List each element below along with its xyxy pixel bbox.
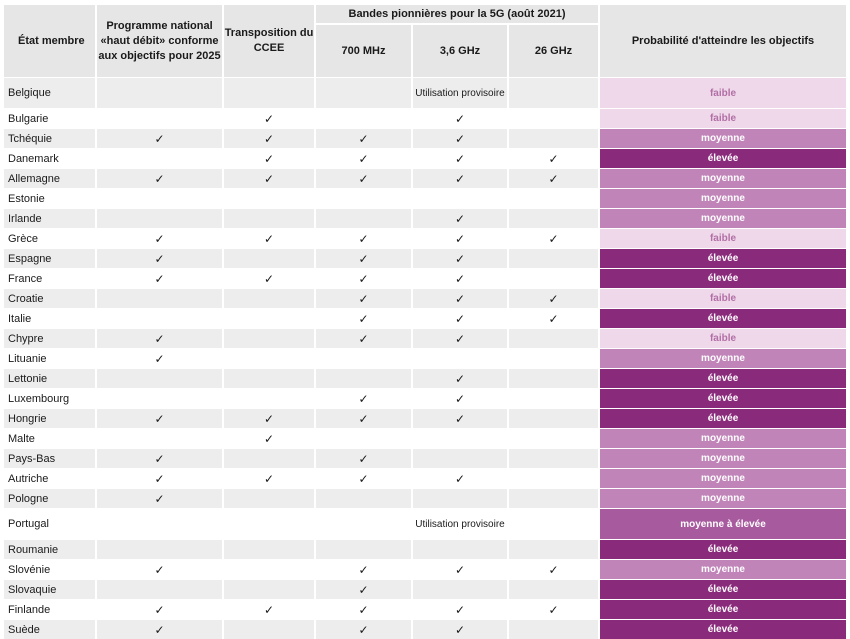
programme-cell — [96, 189, 223, 209]
check-icon: ✓ — [154, 452, 164, 466]
programme-cell — [96, 449, 223, 469]
probability-badge: moyenne — [599, 129, 847, 149]
state-name: Estonie — [4, 189, 96, 209]
table-row — [4, 78, 847, 109]
check-icon: ✓ — [154, 252, 164, 266]
check-icon: ✓ — [154, 232, 164, 246]
probability-badge: moyenne — [599, 429, 847, 449]
band-700-cell — [315, 560, 412, 580]
check-icon: ✓ — [455, 172, 465, 186]
state-name: Croatie — [4, 289, 96, 309]
state-name: Lituanie — [4, 349, 96, 369]
band-26-cell — [508, 389, 599, 409]
state-name: Allemagne — [4, 169, 96, 189]
header-band-3-6: 3,6 GHz — [412, 24, 508, 78]
state-name: Hongrie — [4, 409, 96, 429]
band-26-cell — [508, 209, 599, 229]
table-row — [4, 620, 847, 639]
band-700-cell — [315, 209, 412, 229]
check-icon: ✓ — [154, 472, 164, 486]
programme-cell — [96, 309, 223, 329]
state-name: Malte — [4, 429, 96, 449]
band-26-cell — [508, 560, 599, 580]
state-name: Espagne — [4, 249, 96, 269]
check-icon: ✓ — [358, 603, 368, 617]
ccee-cell — [223, 369, 315, 389]
band-3-6-cell — [412, 229, 508, 249]
check-icon: ✓ — [264, 603, 274, 617]
check-icon: ✓ — [264, 112, 274, 126]
check-icon: ✓ — [455, 603, 465, 617]
ccee-cell — [223, 249, 315, 269]
band-700-cell — [315, 489, 412, 509]
check-icon: ✓ — [264, 412, 274, 426]
band-700-cell — [315, 620, 412, 639]
table-row — [4, 229, 847, 249]
programme-cell — [96, 109, 223, 129]
check-icon: ✓ — [154, 412, 164, 426]
check-icon: ✓ — [455, 272, 465, 286]
probability-badge: moyenne — [599, 349, 847, 369]
programme-cell — [96, 600, 223, 620]
probability-badge: élevée — [599, 600, 847, 620]
band-3-6-cell — [412, 309, 508, 329]
programme-cell — [96, 620, 223, 639]
check-icon: ✓ — [548, 603, 558, 617]
ccee-cell — [223, 229, 315, 249]
header-band-700: 700 MHz — [315, 24, 412, 78]
band-3-6-cell — [412, 129, 508, 149]
table-row — [4, 309, 847, 329]
ccee-cell — [223, 169, 315, 189]
programme-cell — [96, 580, 223, 600]
check-icon: ✓ — [455, 372, 465, 386]
check-icon: ✓ — [358, 172, 368, 186]
state-name: Luxembourg — [4, 389, 96, 409]
band-700-cell — [315, 509, 412, 540]
band-700-cell — [315, 389, 412, 409]
check-icon: ✓ — [455, 623, 465, 637]
programme-cell — [96, 349, 223, 369]
check-icon: ✓ — [455, 312, 465, 326]
ccee-cell — [223, 489, 315, 509]
band-700-cell — [315, 540, 412, 560]
state-name: Bulgarie — [4, 109, 96, 129]
probability-badge: élevée — [599, 540, 847, 560]
band-700-cell — [315, 229, 412, 249]
table-row — [4, 540, 847, 560]
header-bands-group: Bandes pionnières pour la 5G (août 2021) — [315, 5, 599, 24]
check-icon: ✓ — [264, 132, 274, 146]
state-name: Grèce — [4, 229, 96, 249]
band-700-cell — [315, 449, 412, 469]
programme-cell — [96, 429, 223, 449]
probability-badge: faible — [599, 109, 847, 129]
check-icon: ✓ — [154, 492, 164, 506]
band-3-6-cell — [412, 469, 508, 489]
probability-badge: moyenne — [599, 469, 847, 489]
band-700-cell — [315, 469, 412, 489]
band-26-cell — [508, 129, 599, 149]
ccee-cell — [223, 329, 315, 349]
state-name: Finlande — [4, 600, 96, 620]
band-700-cell — [315, 369, 412, 389]
table-row — [4, 149, 847, 169]
ccee-cell — [223, 509, 315, 540]
band-3-6-cell — [412, 109, 508, 129]
check-icon: ✓ — [548, 152, 558, 166]
programme-cell — [96, 540, 223, 560]
programme-cell — [96, 249, 223, 269]
programme-cell — [96, 229, 223, 249]
table-row — [4, 489, 847, 509]
probability-badge: moyenne — [599, 560, 847, 580]
table-row — [4, 249, 847, 269]
band-26-cell — [508, 449, 599, 469]
probability-badge: moyenne — [599, 209, 847, 229]
probability-badge: élevée — [599, 409, 847, 429]
state-name: Portugal — [4, 509, 96, 540]
programme-cell — [96, 209, 223, 229]
check-icon: ✓ — [358, 623, 368, 637]
check-icon: ✓ — [548, 172, 558, 186]
programme-cell — [96, 489, 223, 509]
check-icon: ✓ — [154, 623, 164, 637]
band-3-6-cell — [412, 580, 508, 600]
probability-badge: moyenne — [599, 449, 847, 469]
table-row — [4, 129, 847, 149]
table-row — [4, 389, 847, 409]
band-3-6-cell — [412, 78, 508, 109]
band-3-6-cell — [412, 369, 508, 389]
check-icon: ✓ — [264, 472, 274, 486]
table-row — [4, 580, 847, 600]
table-row — [4, 109, 847, 129]
programme-cell — [96, 409, 223, 429]
band-3-6-cell — [412, 489, 508, 509]
state-name: France — [4, 269, 96, 289]
probability-badge: élevée — [599, 389, 847, 409]
probability-badge: moyenne — [599, 169, 847, 189]
programme-cell — [96, 78, 223, 109]
band-700-cell — [315, 329, 412, 349]
check-icon: ✓ — [358, 292, 368, 306]
provisional-label: Utilisation provisoire — [415, 88, 504, 99]
table-row — [4, 329, 847, 349]
probability-badge: élevée — [599, 269, 847, 289]
band-700-cell — [315, 309, 412, 329]
band-700-cell — [315, 269, 412, 289]
check-icon: ✓ — [358, 312, 368, 326]
check-icon: ✓ — [455, 232, 465, 246]
band-3-6-cell — [412, 620, 508, 639]
band-3-6-cell — [412, 269, 508, 289]
state-name: Belgique — [4, 78, 96, 109]
probability-badge: moyenne — [599, 489, 847, 509]
check-icon: ✓ — [358, 472, 368, 486]
check-icon: ✓ — [358, 152, 368, 166]
table-row — [4, 509, 847, 540]
band-26-cell — [508, 189, 599, 209]
band-26-cell — [508, 169, 599, 189]
check-icon: ✓ — [358, 232, 368, 246]
probability-badge: faible — [599, 329, 847, 349]
programme-cell — [96, 509, 223, 540]
band-3-6-cell — [412, 560, 508, 580]
state-name: Suède — [4, 620, 96, 639]
state-name: Slovaquie — [4, 580, 96, 600]
check-icon: ✓ — [154, 332, 164, 346]
band-3-6-cell — [412, 389, 508, 409]
check-icon: ✓ — [358, 412, 368, 426]
check-icon: ✓ — [455, 132, 465, 146]
check-icon: ✓ — [455, 212, 465, 226]
header-probability: Probabilité d'atteindre les objectifs — [599, 5, 847, 78]
band-26-cell — [508, 409, 599, 429]
table-row — [4, 469, 847, 489]
band-3-6-cell — [412, 409, 508, 429]
ccee-cell — [223, 580, 315, 600]
band-700-cell — [315, 78, 412, 109]
band-3-6-cell — [412, 540, 508, 560]
programme-cell — [96, 469, 223, 489]
band-3-6-cell — [412, 169, 508, 189]
band-3-6-cell — [412, 149, 508, 169]
table-row — [4, 449, 847, 469]
check-icon: ✓ — [358, 252, 368, 266]
check-icon: ✓ — [548, 563, 558, 577]
check-icon: ✓ — [358, 452, 368, 466]
ccee-cell — [223, 269, 315, 289]
check-icon: ✓ — [455, 332, 465, 346]
ccee-cell — [223, 560, 315, 580]
programme-cell — [96, 329, 223, 349]
check-icon: ✓ — [548, 292, 558, 306]
state-name: Roumanie — [4, 540, 96, 560]
probability-badge: faible — [599, 289, 847, 309]
band-700-cell — [315, 109, 412, 129]
table-row — [4, 560, 847, 580]
band-700-cell — [315, 129, 412, 149]
state-name: Pologne — [4, 489, 96, 509]
table-row — [4, 600, 847, 620]
check-icon: ✓ — [358, 583, 368, 597]
band-26-cell — [508, 149, 599, 169]
band-26-cell — [508, 620, 599, 639]
ccee-cell — [223, 429, 315, 449]
programme-cell — [96, 129, 223, 149]
band-3-6-cell — [412, 289, 508, 309]
check-icon: ✓ — [358, 332, 368, 346]
check-icon: ✓ — [455, 412, 465, 426]
check-icon: ✓ — [455, 112, 465, 126]
band-700-cell — [315, 600, 412, 620]
state-name: Lettonie — [4, 369, 96, 389]
band-26-cell — [508, 429, 599, 449]
ccee-cell — [223, 78, 315, 109]
band-26-cell — [508, 329, 599, 349]
programme-cell — [96, 169, 223, 189]
table-row — [4, 429, 847, 449]
band-26-cell — [508, 580, 599, 600]
table-row — [4, 409, 847, 429]
check-icon: ✓ — [154, 352, 164, 366]
check-icon: ✓ — [264, 172, 274, 186]
check-icon: ✓ — [154, 132, 164, 146]
programme-cell — [96, 149, 223, 169]
check-icon: ✓ — [154, 563, 164, 577]
probability-badge: élevée — [599, 249, 847, 269]
check-icon: ✓ — [264, 232, 274, 246]
ccee-cell — [223, 109, 315, 129]
state-name: Irlande — [4, 209, 96, 229]
probability-badge: faible — [599, 78, 847, 109]
ccee-cell — [223, 600, 315, 620]
check-icon: ✓ — [154, 603, 164, 617]
ccee-cell — [223, 189, 315, 209]
table-row — [4, 269, 847, 289]
band-26-cell — [508, 289, 599, 309]
ccee-cell — [223, 469, 315, 489]
band-26-cell — [508, 540, 599, 560]
probability-badge: élevée — [599, 149, 847, 169]
check-icon: ✓ — [358, 272, 368, 286]
check-icon: ✓ — [358, 392, 368, 406]
check-icon: ✓ — [264, 272, 274, 286]
probability-badge: élevée — [599, 580, 847, 600]
band-3-6-cell — [412, 429, 508, 449]
band-700-cell — [315, 169, 412, 189]
table-row — [4, 369, 847, 389]
ccee-cell — [223, 449, 315, 469]
band-26-cell — [508, 269, 599, 289]
check-icon: ✓ — [154, 172, 164, 186]
check-icon: ✓ — [455, 152, 465, 166]
band-700-cell — [315, 349, 412, 369]
state-name: Italie — [4, 309, 96, 329]
band-3-6-cell — [412, 349, 508, 369]
band-26-cell — [508, 509, 599, 540]
programme-cell — [96, 560, 223, 580]
band-700-cell — [315, 149, 412, 169]
programme-cell — [96, 369, 223, 389]
ccee-cell — [223, 209, 315, 229]
check-icon: ✓ — [154, 272, 164, 286]
provisional-label: Utilisation provisoire — [415, 519, 504, 530]
state-name: Pays-Bas — [4, 449, 96, 469]
programme-cell — [96, 389, 223, 409]
programme-cell — [96, 289, 223, 309]
band-700-cell — [315, 249, 412, 269]
programme-cell — [96, 269, 223, 289]
state-name: Slovénie — [4, 560, 96, 580]
band-26-cell — [508, 489, 599, 509]
state-name: Autriche — [4, 469, 96, 489]
band-700-cell — [315, 409, 412, 429]
state-name: Danemark — [4, 149, 96, 169]
band-3-6-cell — [412, 509, 508, 540]
check-icon: ✓ — [358, 132, 368, 146]
table-row — [4, 189, 847, 209]
band-3-6-cell — [412, 189, 508, 209]
band-700-cell — [315, 580, 412, 600]
check-icon: ✓ — [455, 292, 465, 306]
table-row — [4, 209, 847, 229]
check-icon: ✓ — [264, 152, 274, 166]
band-3-6-cell — [412, 209, 508, 229]
ccee-cell — [223, 129, 315, 149]
header-ccee: Transposition du CCEE — [223, 5, 315, 78]
band-3-6-cell — [412, 249, 508, 269]
band-26-cell — [508, 600, 599, 620]
probability-badge: faible — [599, 229, 847, 249]
check-icon: ✓ — [548, 312, 558, 326]
band-3-6-cell — [412, 600, 508, 620]
check-icon: ✓ — [455, 392, 465, 406]
ccee-cell — [223, 409, 315, 429]
probability-badge: moyenne à élevée — [599, 509, 847, 540]
table-row — [4, 349, 847, 369]
header-programme: Programme national «haut débit» conforme aux objectifs pour 2025 — [96, 5, 223, 78]
ccee-cell — [223, 349, 315, 369]
band-26-cell — [508, 229, 599, 249]
band-26-cell — [508, 249, 599, 269]
band-26-cell — [508, 309, 599, 329]
band-3-6-cell — [412, 329, 508, 349]
ccee-cell — [223, 309, 315, 329]
probability-badge: élevée — [599, 620, 847, 639]
ccee-cell — [223, 620, 315, 639]
ccee-cell — [223, 389, 315, 409]
ccee-cell — [223, 149, 315, 169]
band-26-cell — [508, 369, 599, 389]
ccee-cell — [223, 540, 315, 560]
check-icon: ✓ — [548, 232, 558, 246]
table-row — [4, 169, 847, 189]
band-700-cell — [315, 429, 412, 449]
member-state-table — [4, 5, 848, 639]
band-26-cell — [508, 109, 599, 129]
band-700-cell — [315, 289, 412, 309]
check-icon: ✓ — [264, 432, 274, 446]
band-700-cell — [315, 189, 412, 209]
table-body — [4, 78, 847, 639]
header-state: État membre — [4, 5, 96, 78]
band-26-cell — [508, 349, 599, 369]
probability-badge: élevée — [599, 369, 847, 389]
band-3-6-cell — [412, 449, 508, 469]
band-26-cell — [508, 469, 599, 489]
header-band-26: 26 GHz — [508, 24, 599, 78]
check-icon: ✓ — [455, 252, 465, 266]
check-icon: ✓ — [358, 563, 368, 577]
ccee-cell — [223, 289, 315, 309]
probability-badge: moyenne — [599, 189, 847, 209]
check-icon: ✓ — [455, 563, 465, 577]
state-name: Tchéquie — [4, 129, 96, 149]
probability-badge: élevée — [599, 309, 847, 329]
state-name: Chypre — [4, 329, 96, 349]
check-icon: ✓ — [455, 472, 465, 486]
table-row — [4, 289, 847, 309]
band-26-cell — [508, 78, 599, 109]
